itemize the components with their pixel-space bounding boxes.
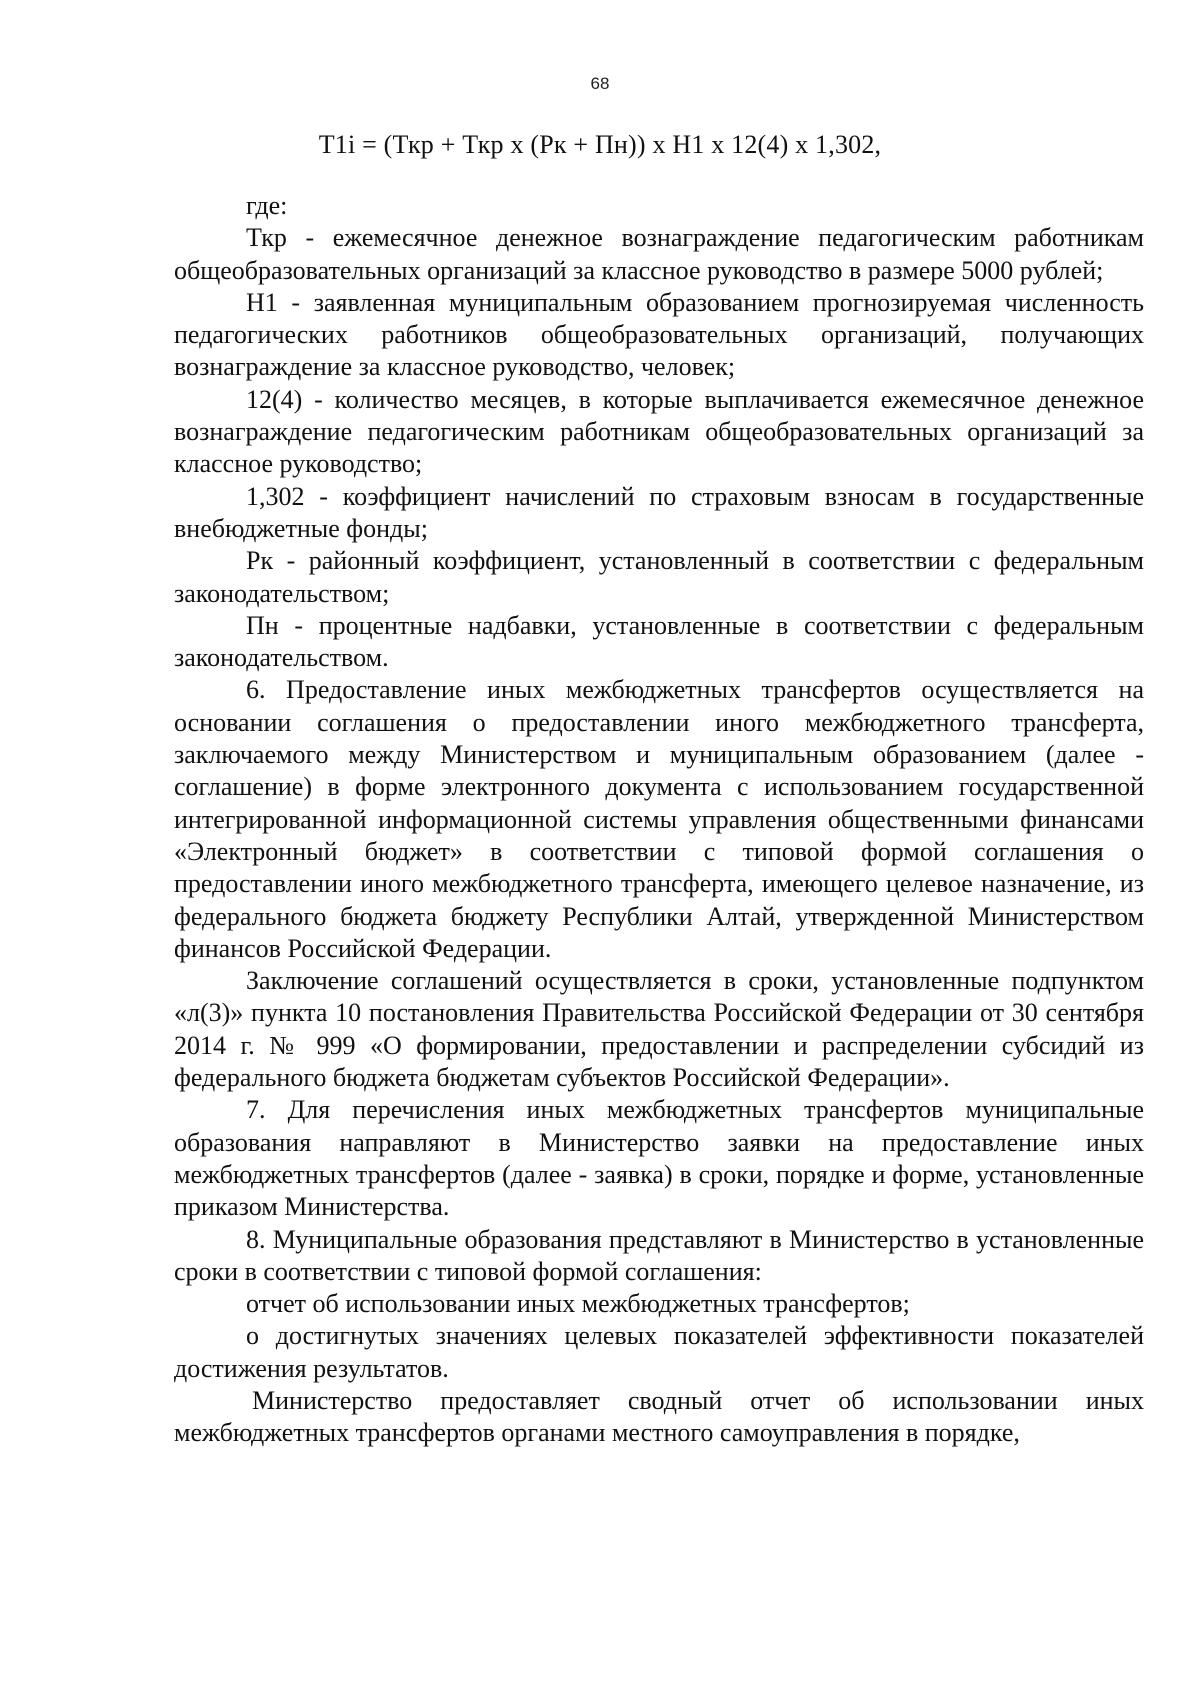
paragraph-agreements: Заключение соглашений осуществляется в сроки, установленные подпунктом «л(3)» пункта 10 постановления Правительства Российской Федерации от 30 сентября 2014 г. № 999 «О формировании, предоставлении и распределении субсидий из федерального бюджета бюджетам субъектов Российской Федерации». <box>174 966 1144 1093</box>
paragraph-months-definition: 12(4) - количество месяцев, в которые выплачивается ежемесячное денежное вознаграждение педагогическим работникам общеобразовательных организаций за классное руководство; <box>174 384 1144 479</box>
page-number: 68 <box>590 74 610 93</box>
formula: T1i = (Ткр + Ткр x (Рк + Пн)) x Н1 x 12(4) x 1,302, <box>318 130 882 159</box>
paragraph-rk-definition: Рк - районный коэффициент, установленный в соответствии с федеральным законодательством; <box>174 546 1144 608</box>
document-body <box>174 190 1144 1450</box>
paragraph-item-8: 8. Муниципальные образования представляют в Министерство в установленные сроки в соответствии с типовой формой соглашения: <box>174 1224 1144 1286</box>
paragraph-coefficient-definition: 1,302 - коэффициент начислений по страховым взносам в государственные внебюджетные фонды; <box>174 481 1144 543</box>
paragraph-pn-definition: Пн - процентные надбавки, установленные в соответствии с федеральным законодательством. <box>174 610 1144 673</box>
paragraph-where: где: <box>246 191 288 220</box>
paragraph-tkr-definition: Ткр - ежемесячное денежное вознаграждение педагогическим работникам общеобразовательных организаций за классное руководство в размере 5000 рублей; <box>174 223 1144 285</box>
paragraph-ministry-report: Министерство предоставляет сводный отчет об использовании иных межбюджетных трансфертов органами местного самоуправления в порядке, <box>174 1385 1144 1448</box>
paragraph-report-indicators: о достигнутых значениях целевых показателей эффективности показателей достижения результатов. <box>174 1321 1144 1383</box>
paragraph-report-usage: отчет об использовании иных межбюджетных трансфертов; <box>246 1289 910 1319</box>
paragraph-item-7: 7. Для перечисления иных межбюджетных трансфертов муниципальные образования направляют в Министерство заявки на предоставление иных межбюджетных трансфертов (далее - заявка) в сроки, порядке и форме, установленные приказом Министерства. <box>174 1095 1144 1222</box>
paragraph-item-6: 6. Предоставление иных межбюджетных трансфертов осуществляется на основании соглашения о предоставлении иного межбюджетного трансферта, заключаемого между Министерством и муниципальным образованием (далее - соглашение) в форме электронного документа с использованием государственной интегрированной информационной системы управления общественными финансами «Электронный бюджет» в соответствии с типовой формой соглашения о предоставлении иного межбюджетного трансферта, имеющего целевое назначение, из федерального бюджета бюджету Республики Алтай, утвержденной Министерством финансов Российской Федерации. <box>174 675 1144 963</box>
paragraph-n1-definition: Н1 - заявленная муниципальным образованием прогнозируемая численность педагогических работников общеобразовательных организаций, получающих вознаграждение за классное руководство, человек; <box>174 287 1144 382</box>
